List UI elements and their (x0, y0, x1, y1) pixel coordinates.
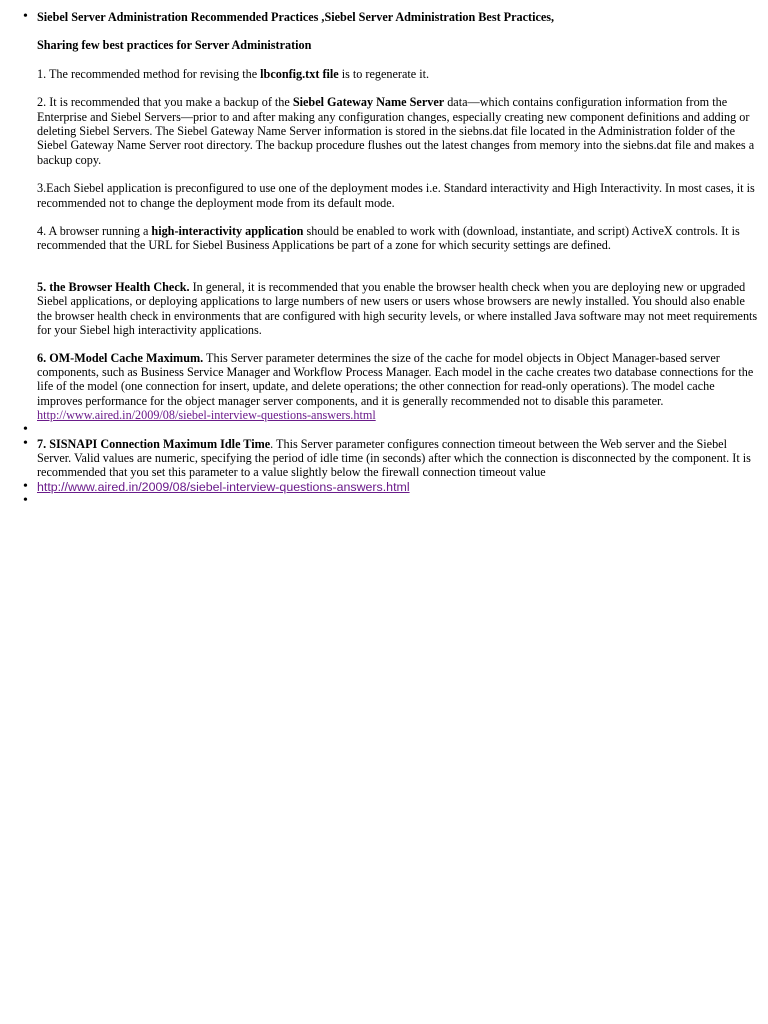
page (0, 0, 768, 508)
post-title: Siebel Server Administration Recommended Practices ,Siebel Server Administration Best Practices, (37, 10, 555, 24)
paragraph-4: 4. A browser running a high-interactivity application should be enabled to work with (download, instantiate, and script) ActiveX controls. It is recommended that the URL for Siebel Business Applications be part of a zone for which security settings are defined. (37, 224, 740, 253)
list-item-empty (0, 423, 768, 437)
list-item-sisnapi (0, 437, 768, 480)
bullet-icon: • (23, 478, 28, 494)
bullet-icon: • (23, 493, 28, 509)
paragraph-1: 1. The recommended method for revising the lbconfig.txt file is to regenerate it. (37, 66, 430, 81)
paragraph-7: 7. SISNAPI Connection Maximum Idle Time. This Server parameter configures connection timeout between the Web server and the Siebel Server. Valid values are numeric, specifying the period of idle time (in seconds) after which the connection is disconnected by the component. It is recommended that you set this parameter to a value slightly below the firewall connection timeout value (37, 436, 751, 480)
paragraph-6: 6. OM-Model Cache Maximum. This Server parameter determines the size of the cache for model objects in Object Manager-based server components, such as Business Service Manager and Workflow Process Manager. Each model in the cache creates two database connections for the life of the model (one connection for insert, update, and delete operations; the other connection for read-only operations). The model cache improves performance for the object manager server components, and it is generally recommended not to disable this parameter. http://www.aired.in/2009/08/siebel-interview-questions-answers.html (37, 350, 754, 423)
footer-interview-link[interactable]: http://www.aired.in/2009/08/siebel-interview-questions-answers.html (37, 479, 410, 494)
paragraph-2: 2. It is recommended that you make a backup of the Siebel Gateway Name Server data—which contains configuration information from the Enterprise and Siebel Servers—prior to and after making any configuration changes, especially creating new component definitions and adding or deleting Siebel Servers. The Siebel Gateway Name Server information is stored in the siebns.dat file located in the Administration folder of the Siebel Gateway Name Server root directory. The backup procedure flushes out the latest changes from memory into the siebns.dat file and makes a backup copy. (37, 95, 755, 167)
post-subtitle: Sharing few best practices for Server Administration (37, 38, 312, 53)
list-item-empty (0, 494, 768, 508)
list-item-link (0, 480, 768, 494)
bullet-icon: • (23, 421, 28, 437)
bullet-icon: • (23, 435, 28, 451)
list-item-post (0, 10, 768, 423)
interview-questions-link[interactable]: http://www.aired.in/2009/08/siebel-interview-questions-answers.html (37, 408, 376, 423)
bullet-icon: • (23, 9, 28, 24)
post-list (0, 10, 768, 508)
paragraph-5: 5. the Browser Health Check. In general, it is recommended that you enable the browser health check when you are deploying new or upgraded Siebel applications, or deploying applications to large numbers of new users or users whose browsers are newly installed. You should also enable the browser health check in environments that are configured with high security levels, or where installed Java software may not meet requirements for your Siebel high interactivity applications. (37, 279, 758, 338)
paragraph-3: 3.Each Siebel application is preconfigured to use one of the deployment modes i.e. Standard interactivity and High Interactivity. In most cases, it is recommended not to change the deployment mode from its default mode. (37, 181, 755, 210)
